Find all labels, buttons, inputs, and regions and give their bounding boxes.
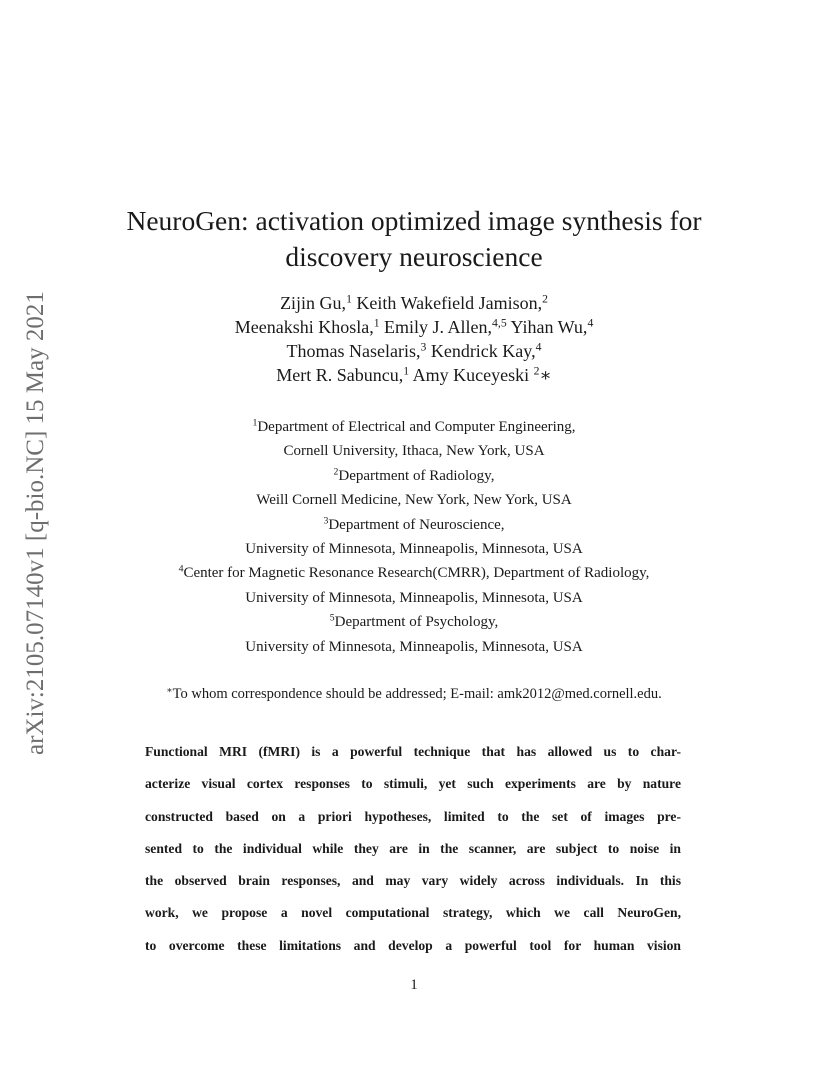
affiliation-line [0, 635, 828, 659]
affiliation-line [0, 586, 828, 610]
author-line [0, 315, 828, 339]
affiliation-number: 5 [329, 612, 335, 624]
abstract [145, 740, 681, 966]
author-affiliation-mark: 4 [535, 340, 542, 354]
author-affiliation-mark: 1 [346, 292, 352, 306]
author-name: Kendrick Kay, [426, 341, 536, 361]
author-affiliation-mark: 3 [420, 340, 427, 354]
affiliation-line [0, 464, 828, 488]
affiliation-text: Cornell University, Ithaca, New York, USA [283, 443, 545, 460]
abstract-line: work, we propose a novel computational strategy, which we call NeuroGen, [145, 905, 681, 921]
affiliation-line [0, 561, 828, 585]
author-line [0, 291, 828, 315]
abstract-line: acterize visual cortex responses to stimuli, yet such experiments are by nature [145, 776, 681, 792]
author-name: Amy Kuceyeski [409, 365, 534, 385]
author-name: Thomas Naselaris, [286, 341, 421, 361]
paper-title [0, 203, 828, 275]
affiliation-text: Department of Psychology, [334, 614, 499, 631]
author-affiliation-mark: 2 [533, 364, 540, 378]
corresponding-author-mark: ∗ [539, 365, 552, 385]
affiliation-number: 2 [333, 466, 339, 478]
affiliation-line [0, 415, 828, 439]
affiliation-line [0, 610, 828, 634]
affiliation-text: University of Minnesota, Minneapolis, Minnesota, USA [245, 541, 583, 558]
affiliation-text: Center for Magnetic Resonance Research(CMRR), Department of Radiology, [183, 565, 650, 582]
correspondence-note [0, 684, 828, 704]
correspondence-text: To whom correspondence should be addressed; E-mail: amk2012@med.cornell.edu. [172, 686, 662, 702]
affiliation-line [0, 488, 828, 512]
author-name: Yihan Wu, [506, 317, 588, 337]
author-list [0, 291, 828, 387]
correspondence-marker: ∗ [166, 685, 173, 696]
affiliation-line [0, 513, 828, 537]
affiliation-number: 4 [178, 564, 184, 576]
page-number: 1 [410, 977, 418, 993]
author-affiliation-mark: 1 [403, 364, 410, 378]
author-name: Keith Wakefield Jamison, [351, 293, 543, 313]
abstract-line: constructed based on a priori hypotheses, limited to the set of images pre- [145, 808, 681, 824]
affiliation-line [0, 537, 828, 561]
abstract-line: the observed brain responses, and may vary widely across individuals. In this [145, 873, 681, 889]
affiliation-text: University of Minnesota, Minneapolis, Minnesota, USA [245, 589, 583, 606]
author-affiliation-mark: 4,5 [492, 316, 507, 330]
affiliation-text: Department of Electrical and Computer Engineering, [257, 419, 576, 435]
affiliation-text: Department of Neuroscience, [328, 516, 505, 533]
author-name: Emily J. Allen, [379, 317, 493, 337]
abstract-line: Functional MRI (fMRI) is a powerful technique that has allowed us to char- [145, 744, 681, 759]
abstract-line: to overcome these limitations and develop a powerful tool for human vision [145, 937, 681, 953]
affiliation-list [0, 415, 828, 659]
author-affiliation-mark: 4 [587, 316, 594, 330]
author-name: Zijin Gu, [280, 293, 347, 313]
affiliation-text: Weill Cornell Medicine, New York, New York, USA [256, 492, 572, 509]
author-name: Mert R. Sabuncu, [276, 365, 404, 385]
abstract-line: sented to the individual while they are in the scanner, are subject to noise in [145, 840, 681, 856]
affiliation-number: 1 [252, 417, 258, 429]
affiliation-text: Department of Radiology, [338, 467, 495, 484]
author-affiliation-mark: 1 [373, 316, 380, 330]
author-affiliation-mark: 2 [542, 292, 548, 306]
title-line: discovery neuroscience [285, 241, 543, 272]
arxiv-identifier: arXiv:2105.07140v1 [q-bio.NC] 15 May 2021 [22, 291, 49, 755]
author-name: Meenakshi Khosla, [234, 317, 374, 337]
affiliation-number: 3 [323, 515, 329, 527]
affiliation-text: University of Minnesota, Minneapolis, Minnesota, USA [245, 638, 583, 655]
author-line [0, 363, 828, 387]
title-line: NeuroGen: activation optimized image synthesis for [126, 205, 702, 236]
affiliation-line [0, 439, 828, 463]
author-line [0, 339, 828, 363]
